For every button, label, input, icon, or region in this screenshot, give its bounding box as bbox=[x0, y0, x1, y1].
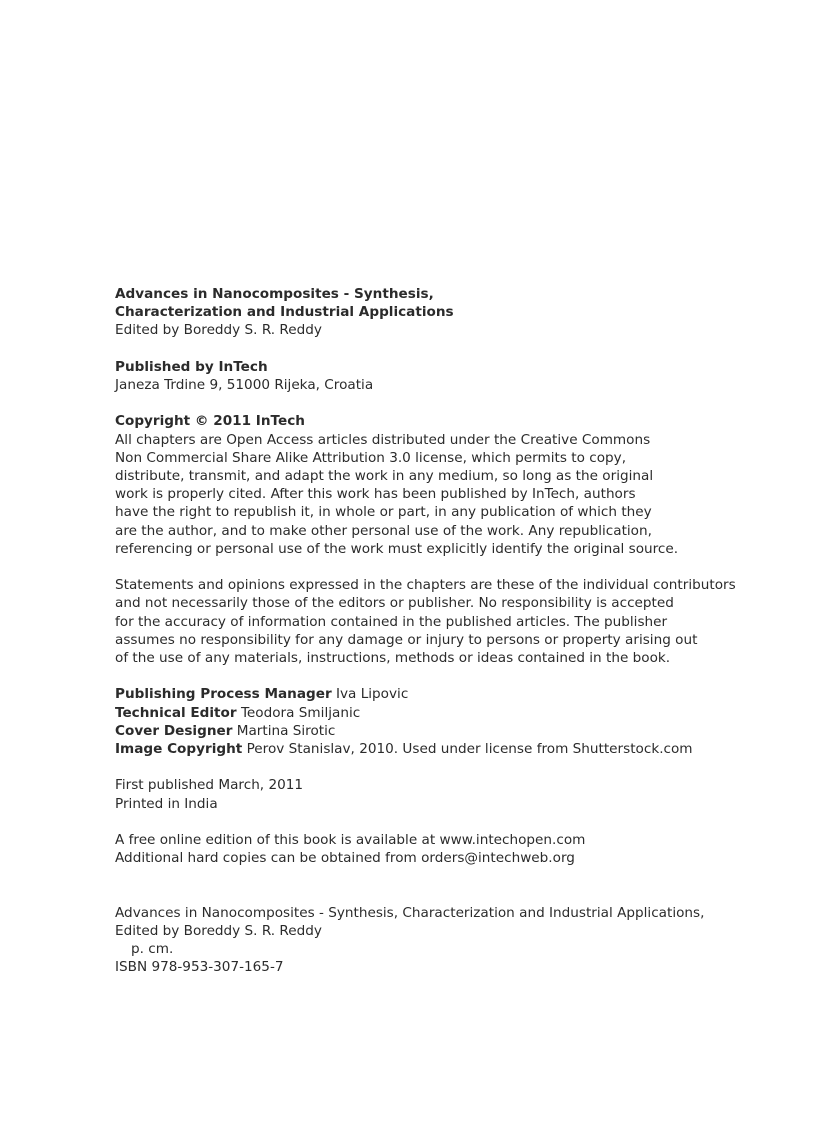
spacer bbox=[115, 867, 755, 903]
credit-name: Perov Stanislav, 2010. Used under license from Shutterstock.com bbox=[246, 741, 693, 758]
disclaimer-block bbox=[115, 576, 755, 667]
copyright-block bbox=[115, 412, 755, 558]
catalog-editor: Edited by Boreddy S. R. Reddy bbox=[115, 923, 322, 939]
copyright-text-line: Non Commercial Share Alike Attribution 3.0 license, which permits to copy, bbox=[115, 449, 627, 466]
credit-name: Teodora Smiljanic bbox=[240, 704, 361, 721]
book-info-block bbox=[115, 285, 755, 340]
spacer bbox=[115, 667, 755, 685]
publisher-address: Janeza Trdine 9, 51000 Rijeka, Croatia bbox=[115, 377, 374, 393]
spacer bbox=[115, 340, 755, 358]
catalog-pages: p. cm. bbox=[131, 941, 174, 958]
spacer bbox=[115, 394, 755, 412]
copyright-text-line: work is properly cited. After this work has been published by InTech, authors bbox=[115, 486, 636, 503]
copyright-page bbox=[115, 285, 755, 977]
credit-role: Image Copyright bbox=[115, 741, 243, 758]
spacer bbox=[115, 558, 755, 576]
book-title-line-2: Characterization and Industrial Applications bbox=[115, 304, 454, 321]
copyright-text-line: have the right to republish it, in whole or part, in any publication of which they bbox=[115, 504, 652, 521]
printed-in: Printed in India bbox=[115, 795, 218, 812]
copyright-heading: Copyright © 2011 InTech bbox=[115, 413, 305, 430]
spacer bbox=[115, 813, 755, 831]
copyright-text-line: are the author, and to make other personal use of the work. Any republication, bbox=[115, 522, 652, 539]
book-editor: Edited by Boreddy S. R. Reddy bbox=[115, 322, 322, 339]
disclaimer-text-line: Statements and opinions expressed in the chapters are these of the individual contributors bbox=[115, 577, 736, 594]
catalog-title: Advances in Nanocomposites - Synthesis, Characterization and Industrial Applications, bbox=[115, 904, 705, 921]
disclaimer-text-line: of the use of any materials, instructions, methods or ideas contained in the book. bbox=[115, 650, 671, 667]
disclaimer-text-line: and not necessarily those of the editors or publisher. No responsibility is accepted bbox=[115, 595, 674, 612]
publisher-heading: Published by InTech bbox=[115, 358, 268, 375]
credit-name: Iva Lipovic bbox=[336, 686, 409, 703]
availability-block bbox=[115, 831, 755, 867]
publication-block bbox=[115, 776, 755, 812]
credit-role: Cover Designer bbox=[115, 722, 233, 739]
credit-role: Technical Editor bbox=[115, 704, 237, 721]
copyright-text-line: distribute, transmit, and adapt the work in any medium, so long as the original bbox=[115, 468, 654, 484]
catalog-isbn: ISBN 978-953-307-165-7 bbox=[115, 959, 284, 976]
credit-cover-designer bbox=[115, 722, 755, 740]
book-title-line-1: Advances in Nanocomposites - Synthesis, bbox=[115, 286, 434, 302]
spacer bbox=[115, 758, 755, 776]
credit-publishing-process-manager bbox=[115, 685, 755, 703]
copyright-text-line: All chapters are Open Access articles distributed under the Creative Commons bbox=[115, 431, 651, 448]
credit-role: Publishing Process Manager bbox=[115, 686, 332, 703]
credit-name: Martina Sirotic bbox=[236, 722, 336, 739]
online-edition-note: A free online edition of this book is available at www.intechopen.com bbox=[115, 832, 586, 848]
catalog-block bbox=[115, 904, 755, 977]
credit-image-copyright bbox=[115, 740, 755, 758]
disclaimer-text-line: assumes no responsibility for any damage or injury to persons or property arising out bbox=[115, 631, 698, 648]
disclaimer-text-line: for the accuracy of information contained in the published articles. The publisher bbox=[115, 613, 668, 630]
publisher-block bbox=[115, 358, 755, 394]
hard-copies-note: Additional hard copies can be obtained from orders@intechweb.org bbox=[115, 850, 575, 867]
first-published: First published March, 2011 bbox=[115, 777, 304, 794]
copyright-text-line: referencing or personal use of the work must explicitly identify the original source. bbox=[115, 540, 679, 557]
credits-block bbox=[115, 685, 755, 758]
credit-technical-editor bbox=[115, 704, 755, 722]
